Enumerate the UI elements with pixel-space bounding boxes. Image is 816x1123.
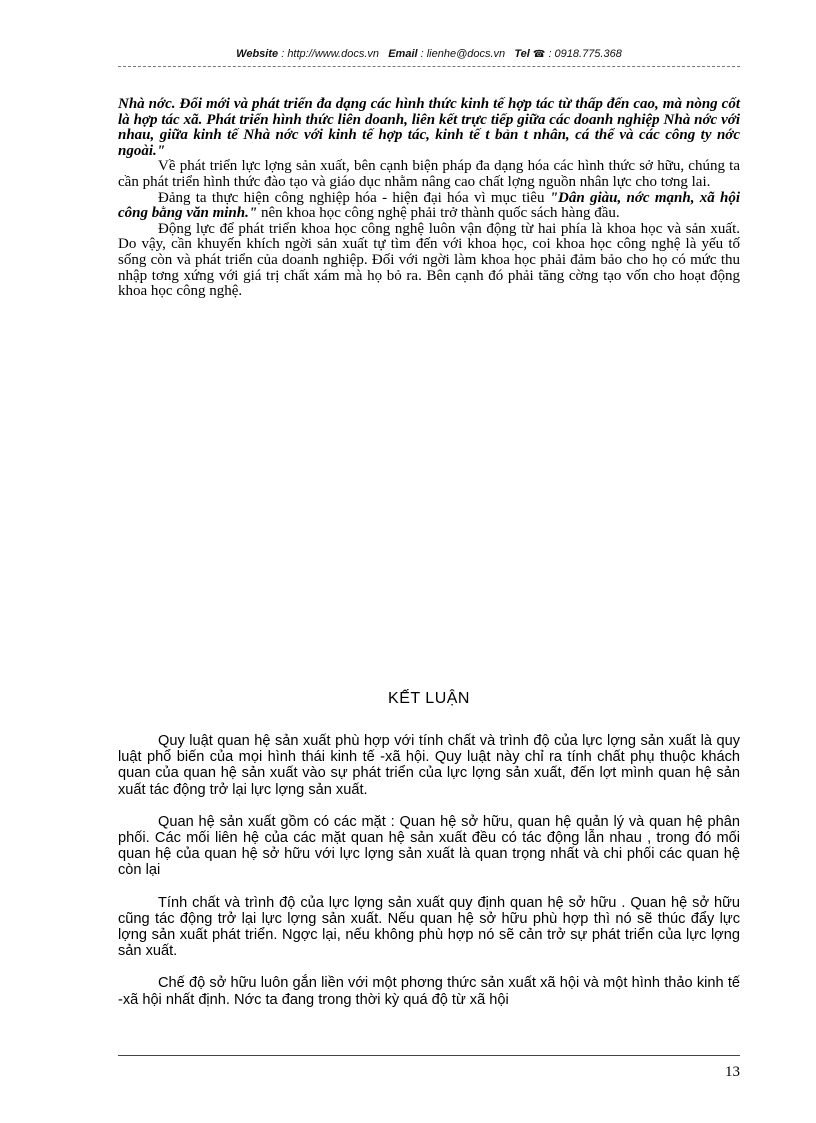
conclusion-paragraph-4: Chế độ sở hữu luôn gắn liền với một phơng thức sản xuất xã hội và một hình thảo kinh tế -xã hội nhất định. Nớc ta đang trong thời kỳ quá độ từ xã hội xyxy=(118,975,740,1008)
paragraph-3-tail: nên khoa học công nghệ phải trở thành quốc sách hàng đầu. xyxy=(257,205,620,222)
email-value: : lienhe@docs.vn xyxy=(420,48,506,60)
paragraph-2: Về phát triển lực lợng sản xuất, bên cạnh biện pháp đa dạng hóa các hình thức sở hữu, chúng ta cần phát triển hình thức đào tạo và giáo dục nhằm nâng cao chất lợng nguồn nhân lực cho tơng lai. xyxy=(118,158,740,190)
paragraph-1: Nhà nớc. Đổi mới và phát triển đa dạng các hình thức kinh tế hợp tác từ thấp đến cao, mà nòng cốt là hợp tác xã. Phát triển hình thức liên doanh, liên kết trực tiếp giữa các doanh nghiệp Nhà nớc với nhau, giữa kinh tế Nhà nớc với kinh tế hợp tác, kinh tế t bản t nhân, cá thể và các công ty nớc ngoài." xyxy=(118,96,740,159)
page-header xyxy=(118,48,740,60)
header-divider xyxy=(118,66,740,67)
footer-divider xyxy=(118,1055,740,1056)
section-title: KẾT LUẬN xyxy=(388,690,470,707)
paragraph-3 xyxy=(118,191,740,222)
phone-icon: ☎ xyxy=(532,49,546,60)
paragraph-4: Động lực để phát triển khoa học công nghệ luôn vận động từ hai phía là khoa học và sản xuất. Do vậy, cần khuyến khích ngời sản xuất tự tìm đến với khoa học, coi khoa học công nghệ là yếu tố sống còn và phát triển của doanh nghiệp. Đối với ngời làm khoa học phải đảm bảo cho họ có mức thu nhập tơng xứng với giá trị chất xám mà họ bỏ ra. Bên cạnh đó phải tăng cờng tạo vốn cho hoạt động khoa học công nghệ. xyxy=(118,220,740,300)
page-number: 13 xyxy=(725,1064,740,1080)
paragraph-3-quote: "Dân giàu, nớc mạnh, xã hội công bằng văn minh." xyxy=(118,189,740,222)
website-value: : http://www.docs.vn xyxy=(281,48,380,60)
website-label: Website xyxy=(236,48,279,60)
tel-value: : 0918.775.368 xyxy=(548,48,622,60)
conclusion-paragraph-2: Quan hệ sản xuất gồm có các mặt : Quan hệ sở hữu, quan hệ quản lý và quan hệ phân phối. Các mối liên hệ của các mặt quan hệ sản xuất đều có tác động lẫn nhau , trong đó mối quan hệ của quan hệ sở hữu với lực lợng sản xuất là quan trọng nhất và chi phối các quan hệ còn lại xyxy=(118,813,740,879)
conclusion-paragraph-1: Quy luật quan hệ sản xuất phù hợp với tính chất và trình độ của lực lợng sản xuất là quy luật phổ biến của mọi hình thái kinh tế -xã hội. Quy luật này chỉ ra tính chất phụ thuộc khách quan của quan hệ sản xuất vào sự phát triển của lực lợng sản xuất, đến lợt mình quan hệ sản xuất tác động trở lại lực lợng sản xuất. xyxy=(118,733,740,798)
paragraph-3-lead: Đảng ta thực hiện công nghiệp hóa - hiện đại hóa vì mục tiêu xyxy=(158,189,550,206)
tel-label: Tel xyxy=(514,48,530,60)
conclusion-section xyxy=(118,733,740,1024)
email-label: Email xyxy=(388,48,418,60)
top-section xyxy=(118,97,740,300)
conclusion-paragraph-3: Tính chất và trình độ của lực lợng sản xuất quy định quan hệ sở hữu . Quan hệ sở hữu cũng tác động trở lại lực lợng sản xuất. Nếu quan hệ sở hữu phù hợp thì nó sẽ thúc đẩy lực lợng sản xuất phát triển. Ngợc lại, nếu không phù hợp nó sẽ cản trở sự phát triển của lực lợng sản xuất. xyxy=(118,894,740,960)
